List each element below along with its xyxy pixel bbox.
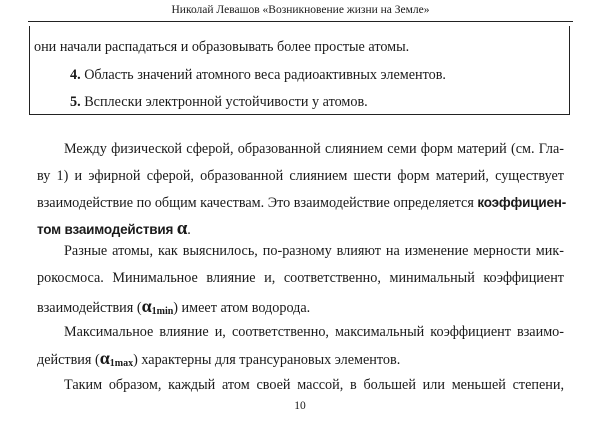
para2-line3-start: взаимодействия ( (37, 300, 142, 316)
box-continuation-line: они начали распадаться и образовывать более простые атомы. (34, 39, 410, 55)
para2-line3-end: ) имеет атом водорода. (173, 300, 311, 316)
para3-line2 (37, 348, 564, 368)
alpha-min-subscript: 1min (151, 306, 174, 317)
para3-line2-start: действия ( (37, 352, 100, 368)
para1-line2: ву 1) и эфирной сферой, образованной слиянием шести форм материй, существует (37, 168, 564, 184)
running-header (28, 0, 573, 22)
para2-line2: рокосмоса. Минимальное влияние и, соответственно, минимальный коэффициент (37, 270, 564, 286)
list-item-5 (70, 93, 368, 111)
list-item-4 (70, 66, 446, 84)
alpha-max-symbol: α (99, 348, 110, 368)
list-item-4-text: Область значений атомного веса радиоактивных элементов. (80, 67, 446, 83)
list-item-5-text: Всплески электронной устойчивости у атомов. (80, 94, 368, 110)
para1-line3 (37, 193, 567, 213)
para3-line1: Максимальное влияние и, соответственно, максимальный коэффициент взаимо- (64, 324, 564, 340)
alpha-min-symbol: α (141, 296, 152, 316)
page-number: 10 (294, 400, 306, 412)
framed-list-box (29, 26, 570, 115)
term-coefficient-part1: коэффициен- (477, 195, 567, 210)
alpha-max-subscript: 1max (109, 358, 134, 369)
alpha-symbol: α (176, 218, 188, 239)
para3-line2-end: ) характерны для трансурановых элементов. (133, 352, 401, 368)
running-title: Николай Левашов «Возникновение жизни на Земле» (171, 4, 430, 16)
list-item-4-number: 4. (70, 67, 81, 83)
term-coefficient-part2: том взаимодействия (37, 222, 174, 237)
para1-line4-end: . (187, 222, 191, 238)
para1-line4 (37, 219, 564, 239)
para1-line3-text: взаимодействие по общим качествам. Это взаимодействие определяется (37, 195, 478, 211)
para1-line1: Между физической сферой, образованной слиянием семи форм материй (см. Гла- (64, 141, 564, 157)
para2-line1: Разные атомы, как выяснилось, по-разному влияют на изменение мерности мик- (64, 243, 564, 259)
para4-line1: Таким образом, каждый атом своей массой, в большей или меньшей степени, (64, 377, 564, 393)
para2-line3 (37, 296, 564, 316)
list-item-5-number: 5. (70, 94, 81, 110)
